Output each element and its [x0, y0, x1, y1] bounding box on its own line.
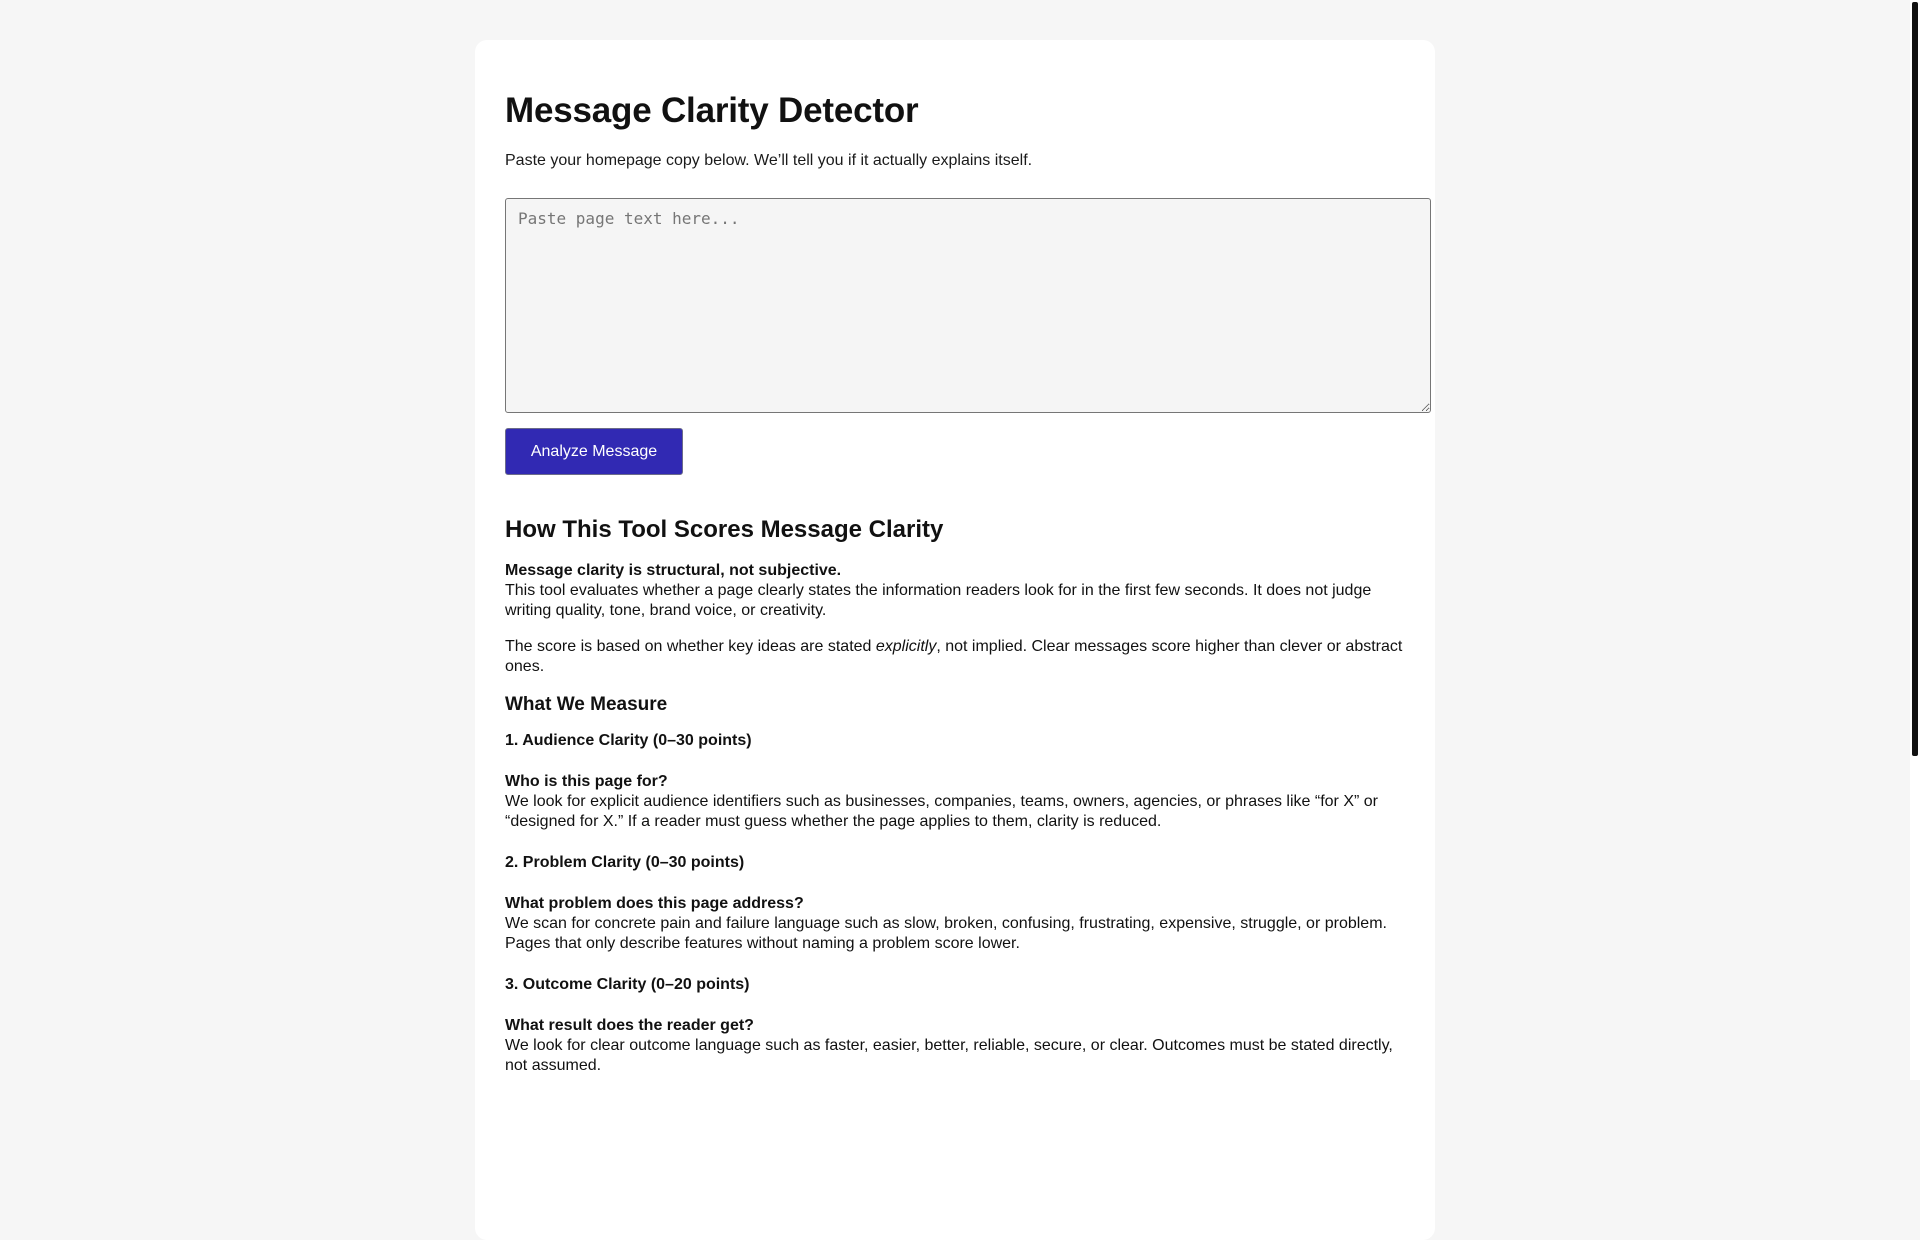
criterion-description: We look for explicit audience identifiers such as businesses, companies, teams, owners, agencies, or phrases like “for X” or “designed for X.” If a reader must guess whether the page applies to them, clarity is reduced.: [505, 793, 1378, 830]
page-scrollbar[interactable]: [1910, 0, 1920, 1080]
criterion-question: Who is this page for?: [505, 773, 668, 790]
criterion-question: What problem does this page address?: [505, 895, 804, 912]
main-card: [475, 40, 1435, 1240]
score-paragraph: [505, 637, 1405, 677]
scoring-explainer: [505, 515, 1405, 1097]
score-text-emphasis: explicitly: [875, 638, 937, 655]
page-text-input[interactable]: [505, 198, 1431, 413]
explainer-heading: How This Tool Scores Message Clarity: [505, 516, 944, 543]
measure-heading: What We Measure: [505, 694, 668, 715]
scrollbar-thumb[interactable]: [1912, 2, 1918, 756]
criterion-audience: [505, 731, 1405, 832]
criterion-description: We look for clear outcome language such as faster, easier, better, reliable, secure, or clear. Outcomes must be stated directly, not assumed.: [505, 1037, 1393, 1074]
criterion-description: We scan for concrete pain and failure language such as slow, broken, confusing, frustrating, expensive, struggle, or problem. Pages that only describe features without naming a problem score lower.: [505, 915, 1387, 952]
criterion-problem: [505, 853, 1405, 954]
criterion-title: 1. Audience Clarity (0–30 points): [505, 732, 752, 749]
criterion-title: 3. Outcome Clarity (0–20 points): [505, 976, 750, 993]
page-subtitle: Paste your homepage copy below. We’ll tell you if it actually explains itself.: [505, 152, 1033, 169]
criterion-question: What result does the reader get?: [505, 1017, 754, 1034]
page-title: Message Clarity Detector: [505, 91, 919, 130]
intro-text: This tool evaluates whether a page clearly states the information readers look for in the first few seconds. It does not judge writing quality, tone, brand voice, or creativity.: [505, 582, 1372, 619]
intro-paragraph: [505, 561, 1405, 621]
criterion-title: 2. Problem Clarity (0–30 points): [505, 854, 745, 871]
score-text-after: , not implied. Clear messages score higher than clever or abstract ones.: [505, 638, 1403, 675]
intro-lead: Message clarity is structural, not subjective.: [505, 562, 842, 579]
score-text-before: The score is based on whether key ideas are stated: [505, 638, 876, 655]
criterion-body: [505, 894, 1405, 954]
criterion-body: [505, 772, 1405, 832]
analyze-message-button[interactable]: Analyze Message: [505, 428, 683, 475]
criterion-body: [505, 1016, 1405, 1076]
criterion-outcome: [505, 975, 1405, 1076]
